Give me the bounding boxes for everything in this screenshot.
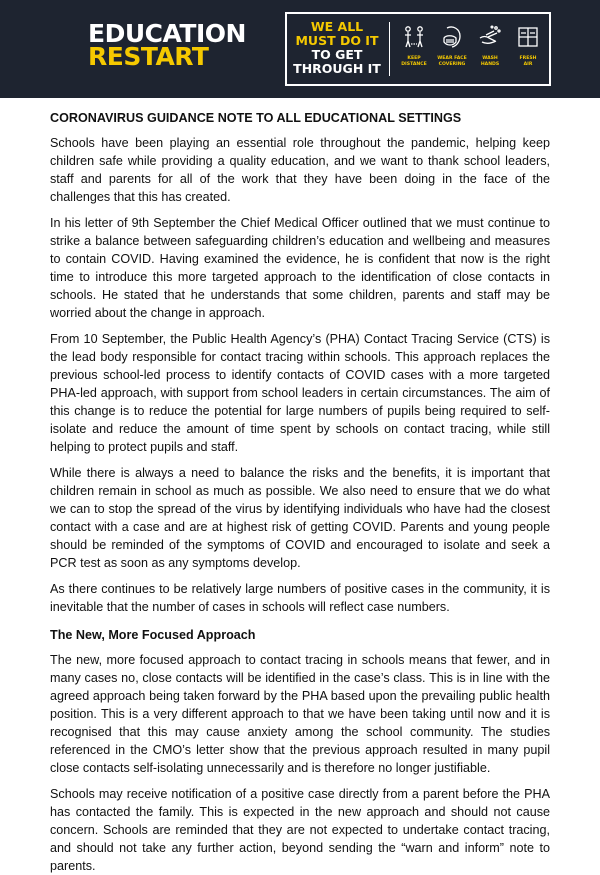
slogan-line-4: THROUGH IT xyxy=(293,61,381,76)
icon-label-line: KEEP xyxy=(407,56,421,61)
icon-label-fresh-air xyxy=(520,56,537,67)
icon-label-line: WASH xyxy=(482,56,498,61)
icon-cell-distance xyxy=(395,20,433,82)
campaign-box xyxy=(285,12,551,86)
icon-label-line: HANDS xyxy=(480,61,500,67)
paragraph-6: The new, more focused approach to contact tracing in schools means that fewer, and in many cases no, close contacts will be identified in the case’s class. This is in line with the agreed approach being taken forward by the PHA based upon the prevailing public health position. This is a very different approach to that we have been taking until now and it is recognised that this may cause anxiety among the school community. The studies referenced in the CMO’s letter show that the previous approach resulted in many pupil close contacts self-isolating unnecessarily and is therefore no longer justifiable. xyxy=(50,653,550,775)
paragraph-2: In his letter of 9th September the Chief Medical Officer outlined that we must continue to strike a balance between safeguarding children’s education and wellbeing and measures to contain COVID. Having examined the evidence, he is confident that now is the right time to introduce this more targeted approach to the identification of close contacts in schools. He stated that he understands that some children, parents and staff may be worried about the change in approach. xyxy=(50,216,550,320)
window-icon xyxy=(515,24,541,50)
paragraph-3: From 10 September, the Public Health Agency’s (PHA) Contact Tracing Service (CTS) is the lead body responsible for contact tracing within schools. This approach replaces the previous school-led process to identify contacts of COVID cases with a more targeted PHA-led approach, with support from school leaders in certain circumstances. The aim of this change is to reduce the potential for large numbers of pupils being required to self-isolate and reduce the amount of time spent by schools on contact tracing, while still helping to protect pupils and staff. xyxy=(50,332,550,454)
slogan-line-3: TO GET xyxy=(311,47,363,62)
icon-cell-fresh-air xyxy=(509,20,547,82)
wash-hands-icon xyxy=(477,24,503,50)
icon-cell-face-covering xyxy=(433,20,471,82)
paragraph-7: Schools may receive notification of a positive case directly from a parent before the PHA has contacted the family. This is expected in the new approach and should not cause concern. Schools are reminded that they are not expected to undertake contact tracing, and should not take any further action, beyond sending the “warn and inform” note to parents. xyxy=(50,787,550,873)
document-title: CORONAVIRUS GUIDANCE NOTE TO ALL EDUCATIONAL SETTINGS xyxy=(50,111,462,125)
icon-label-line: WEAR FACE xyxy=(437,56,467,61)
icon-label-line: FRESH xyxy=(519,56,537,61)
campaign-icons xyxy=(395,20,547,82)
icon-label-distance xyxy=(401,56,427,67)
icon-label-line: AIR xyxy=(523,61,533,67)
icon-label-line: DISTANCE xyxy=(401,61,427,67)
header-banner xyxy=(0,0,600,98)
section-heading: The New, More Focused Approach xyxy=(50,628,256,642)
education-restart-logo xyxy=(88,19,246,71)
paragraph-4: While there is always a need to balance the risks and the benefits, it is important that children remain in school as much as possible. We also need to ensure that we do what we can to stop the spread of the virus by identifying individuals who have had the closest contact with a case and are at highest risk of getting COVID. Parents and young people should be reminded of the symptoms of COVID and encouraged to isolate and seek a PCR test as soon as any symptoms develop. xyxy=(50,466,550,570)
logo-line-1: EDUCATION xyxy=(88,19,246,48)
icon-label-line: COVERING xyxy=(438,61,466,67)
paragraph-5: As there continues to be relatively large numbers of positive cases in the community, it is inevitable that the number of cases in schools will reflect case numbers. xyxy=(50,582,550,614)
distance-icon xyxy=(401,24,427,50)
icon-label-wash-hands xyxy=(481,56,499,67)
paragraph-1: Schools have been playing an essential role throughout the pandemic, helping keep children safe while providing a quality education, and we want to thank school leaders, staff and parents for all of the work that they have been doing in the face of the challenges that this has created. xyxy=(50,136,550,204)
campaign-slogan xyxy=(287,14,387,84)
face-covering-icon xyxy=(439,24,465,50)
icon-label-face-covering xyxy=(437,56,467,67)
document-body xyxy=(50,110,550,875)
icon-cell-wash-hands xyxy=(471,20,509,82)
slogan-line-2: MUST DO IT xyxy=(295,33,379,48)
logo-line-2: RESTART xyxy=(88,42,209,71)
slogan-line-1: WE ALL xyxy=(310,19,364,34)
campaign-divider xyxy=(389,22,390,76)
